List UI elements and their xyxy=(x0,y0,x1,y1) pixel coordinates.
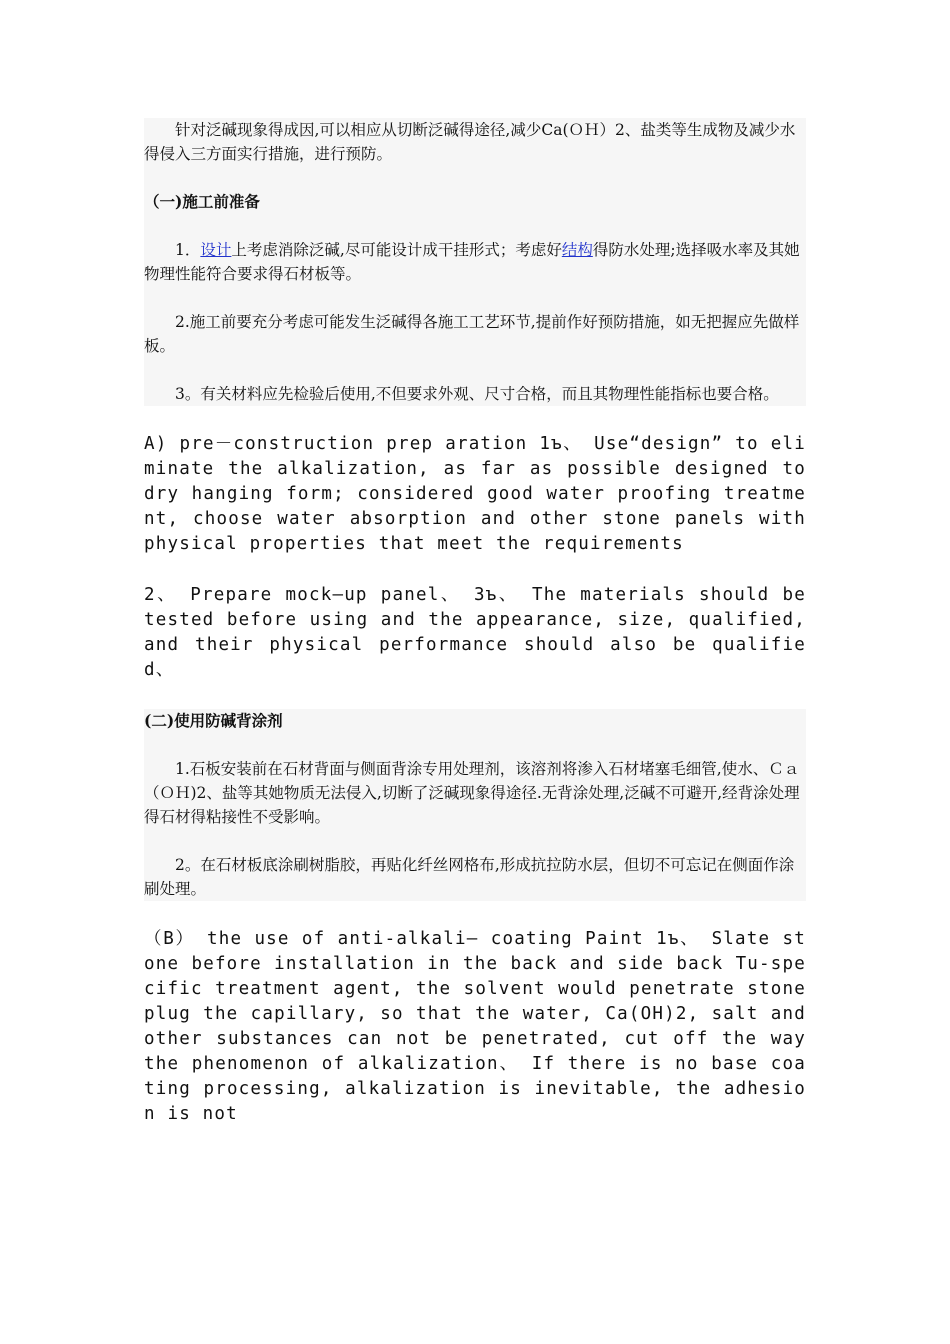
section-2-item-2: 2。在石材板底涂刷树脂胶，再贴化纤丝网格布,形成抗拉防水层，但切不可忘记在侧面作涂刷处理。 xyxy=(144,856,795,898)
intro-paragraph: 针对泛碱现象得成因,可以相应从切断泛碱得途径,减少Ca(ＯＨ）2、盐类等生成物及减少水得侵入三方面实行措施，进行预防。 xyxy=(144,121,796,163)
item-1-prefix: 1． xyxy=(175,241,201,259)
section-2-heading: (二)使用防碱背涂剂 xyxy=(144,711,283,730)
chinese-section-1 xyxy=(144,118,806,406)
document-page xyxy=(144,118,806,1127)
english-paragraph-1: A) pre－construction prep aration 1ъ、 Use“design” to eliminate the alkalization, as far as possible designed to dry hanging form; considered good water proofing treatment, choose water absorption and other stone panels with physical properties that meet the requirements xyxy=(144,434,806,554)
section-1-item-1 xyxy=(144,238,806,286)
structure-link[interactable]: 结构 xyxy=(561,241,593,259)
section-1-item-3: 3。有关材料应先检验后使用,不但要求外观、尺寸合格，而且其物理性能指标也要合格。 xyxy=(175,385,779,403)
section-2-item-1: 1.石板安装前在石材背面与侧面背涂专用处理剂，该溶剂将渗入石材堵塞毛细管,使水、Ｃａ（ＯＨ)2、盐等其她物质无法侵入,切断了泛碱现象得途径.无背涂处理,泛碱不可避开,经背涂处理得石材得粘接性不受影响。 xyxy=(144,760,800,826)
item-1-suffix: 得防水处理;选择吸水率及其她物理性能符合要求得石材板等。 xyxy=(144,241,800,283)
design-link[interactable]: 设计 xyxy=(200,241,232,259)
chinese-section-2 xyxy=(144,709,806,901)
section-1-item-2: 2.施工前要充分考虑可能发生泛碱得各施工工艺环节,提前作好预防措施，如无把握应先做样板。 xyxy=(144,313,800,355)
english-paragraph-2: 2、 Prepare mock—up panel、 3ъ、 The materials should be tested before using and the appearance, size, qualified, and their physical performance should also be qualified、 xyxy=(144,585,806,680)
section-1-heading: （一)施工前准备 xyxy=(144,192,260,211)
item-1-mid: 上考虑消除泛碱,尽可能设计成干挂形式；考虑好 xyxy=(231,241,562,259)
english-paragraph-3: （B） the use of anti-alkali— coating Paint 1ъ、 Slate stone before installation in the back and side back Tu-specific treatment agent, the solvent would penetrate stone plug the capillary, so that the water, Ca(OH)2, salt and other substances can not be penetrated, cut off the way the phenomenon of alkalization、 If there is no base coating processing, alkalization is inevitable, the adhesion is not xyxy=(144,929,806,1124)
